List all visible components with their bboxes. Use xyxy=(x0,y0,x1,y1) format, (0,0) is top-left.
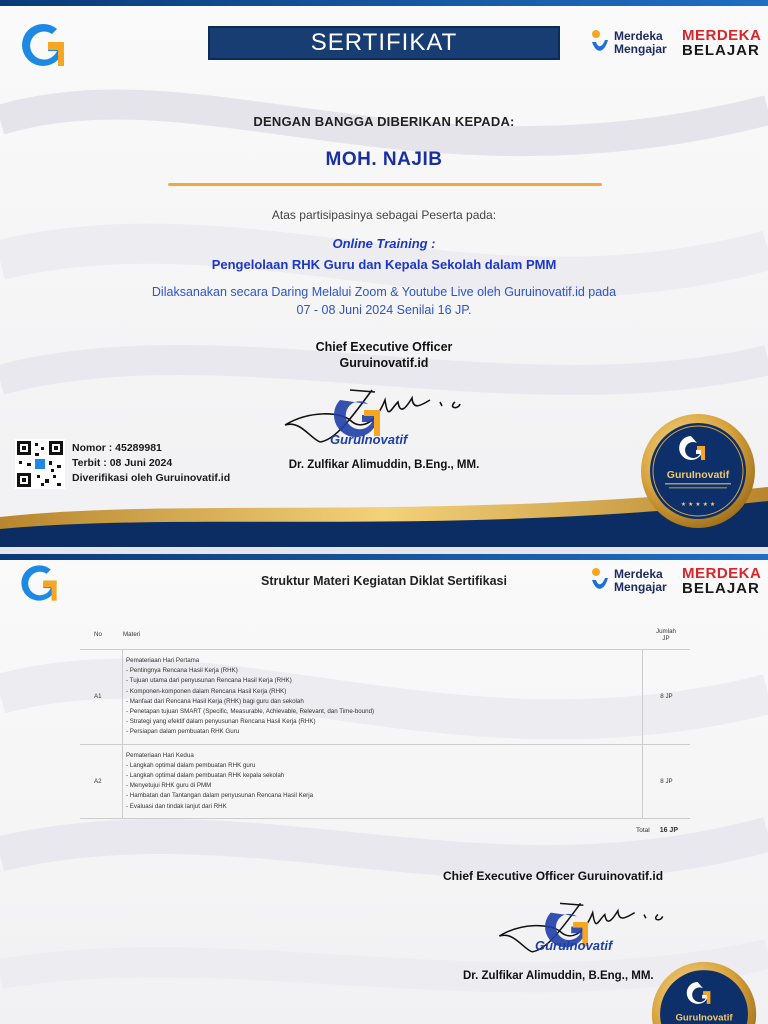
seal-brand: GuruInovatif xyxy=(666,469,730,481)
ceo-title-line-1: Chief Executive Officer xyxy=(315,340,453,354)
name-underline xyxy=(168,183,602,186)
table-row xyxy=(80,650,690,745)
row-jp: 8 JP xyxy=(642,745,690,818)
seal-brand: GuruInovatif xyxy=(675,1012,733,1024)
signature-brand: GuruInovatif xyxy=(535,938,613,953)
top-bar xyxy=(0,554,768,560)
list-item: - Menyetujui RHK guru di PMM xyxy=(126,782,212,790)
training-title: Pengelolaan RHK Guru dan Kepala Sekolah dalam PMM xyxy=(211,257,557,272)
list-item: - Komponen-komponen dalam Rencana Hasil Kerja (RHK) xyxy=(126,687,287,695)
list-item: - Persiapan dalam pembuatan RHK Guru xyxy=(126,728,240,736)
row-no: A2 xyxy=(94,777,102,785)
list-item: - Langkah optimal dalam pembuatan RHK guru xyxy=(126,761,256,769)
row-title: Pemateriaan Hari Pertama xyxy=(126,657,200,664)
certificate-number: Nomor : 45289981 xyxy=(72,442,162,454)
list-item: - Tujuan utama dari penyusunan Rencana Hasil Kerja (RHK) xyxy=(126,677,292,685)
top-bar xyxy=(0,0,768,6)
list-item: - Strategi yang efektif dalam penyusunan Rencana Hasil Kerja (RHK) xyxy=(126,718,316,726)
merdeka-mengajar-line1: Merdeka xyxy=(614,567,663,581)
training-label: Online Training : xyxy=(332,236,436,251)
list-item: - Manfaat dari Rencana Hasil Kerja (RHK) bagi guru dan sekolah xyxy=(126,697,304,705)
certificate-issued-date: Terbit : 08 Juni 2024 xyxy=(72,457,173,469)
signer-name: Dr. Zulfikar Alimuddin, B.Eng., MM. xyxy=(288,459,480,471)
column-no: No xyxy=(94,631,102,638)
column-jp-line2: JP xyxy=(662,634,670,642)
merdeka-belajar-line1: MERDEKA xyxy=(682,27,762,44)
recipient-name: MOH. NAJIB xyxy=(325,149,443,170)
total-value: 16 JP xyxy=(659,827,678,835)
list-item: - Pentingnya Rencana Hasil Kerja (RHK) xyxy=(126,667,238,675)
materi-table xyxy=(80,620,690,843)
signature-image xyxy=(488,894,688,964)
guruinovatif-seal-icon xyxy=(650,960,758,1024)
given-to-heading: DENGAN BANGGA DIBERIKAN KEPADA: xyxy=(253,114,515,129)
merdeka-belajar-line2: BELAJAR xyxy=(682,42,760,59)
total-label: Total xyxy=(635,827,650,835)
structure-heading: Struktur Materi Kegiatan Diklat Sertifikasi xyxy=(261,574,507,588)
description-line-1: Dilaksanakan secara Daring Melalui Zoom & Youtube Live oleh Guruinovatif.id pada xyxy=(151,285,617,299)
ceo-title-line-2: Guruinovatif.id xyxy=(339,356,429,370)
merdeka-mengajar-icon xyxy=(590,28,610,58)
description-line-2: 07 - 08 Juni 2024 Senilai 16 JP. xyxy=(296,303,472,317)
table-header xyxy=(80,620,690,650)
list-item: - Langkah optimal dalam pembuatan RHK kepala sekolah xyxy=(126,772,285,780)
signature-brand: GuruInovatif xyxy=(330,432,408,447)
row-no: A1 xyxy=(94,693,102,701)
list-item: - Hambatan dan Tantangan dalam penyusunan Rencana Hasil Kerja xyxy=(126,792,314,800)
row-materi xyxy=(122,650,642,744)
row-jp: 8 JP xyxy=(642,650,690,744)
svg-text:★ ★ ★ ★ ★: ★ ★ ★ ★ ★ xyxy=(680,501,716,508)
merdeka-mengajar-line2: Mengajar xyxy=(614,42,667,56)
merdeka-mengajar-logo xyxy=(590,28,667,58)
merdeka-mengajar-line2: Mengajar xyxy=(614,580,667,594)
merdeka-belajar-logo xyxy=(682,28,761,58)
merdeka-belajar-line1: MERDEKA xyxy=(682,565,762,582)
table-total xyxy=(80,819,690,843)
certificate-title: SERTIFIKAT xyxy=(208,26,560,60)
page-separator xyxy=(0,547,768,554)
column-jp xyxy=(642,628,690,642)
merdeka-belajar-line2: BELAJAR xyxy=(682,580,760,597)
list-item: - Penetapan tujuan SMART (Specific, Measurable, Achievable, Relevant, dan Time-bound) xyxy=(126,708,375,716)
table-row xyxy=(80,745,690,819)
participation-text: Atas partisipasinya sebagai Peserta pada: xyxy=(271,208,497,222)
row-title: Pemateriaan Hari Kedua xyxy=(126,751,194,759)
certificate-verified-by: Diverifikasi oleh Guruinovatif.id xyxy=(72,472,231,484)
structure-page xyxy=(0,554,768,1024)
merdeka-mengajar-line1: Merdeka xyxy=(614,29,663,43)
row-materi xyxy=(122,745,642,818)
guruinovatif-seal-icon xyxy=(639,412,757,530)
signer-name: Dr. Zulfikar Alimuddin, B.Eng., MM. xyxy=(463,970,654,982)
column-materi: Materi xyxy=(123,631,141,638)
guruinovatif-logo-icon xyxy=(18,20,68,70)
ceo-title: Chief Executive Officer Guruinovatif.id xyxy=(443,869,664,883)
list-item: - Evaluasi dan tindak lanjut dari RHK xyxy=(126,802,227,810)
column-jp-line1: Jumlah xyxy=(656,627,676,635)
